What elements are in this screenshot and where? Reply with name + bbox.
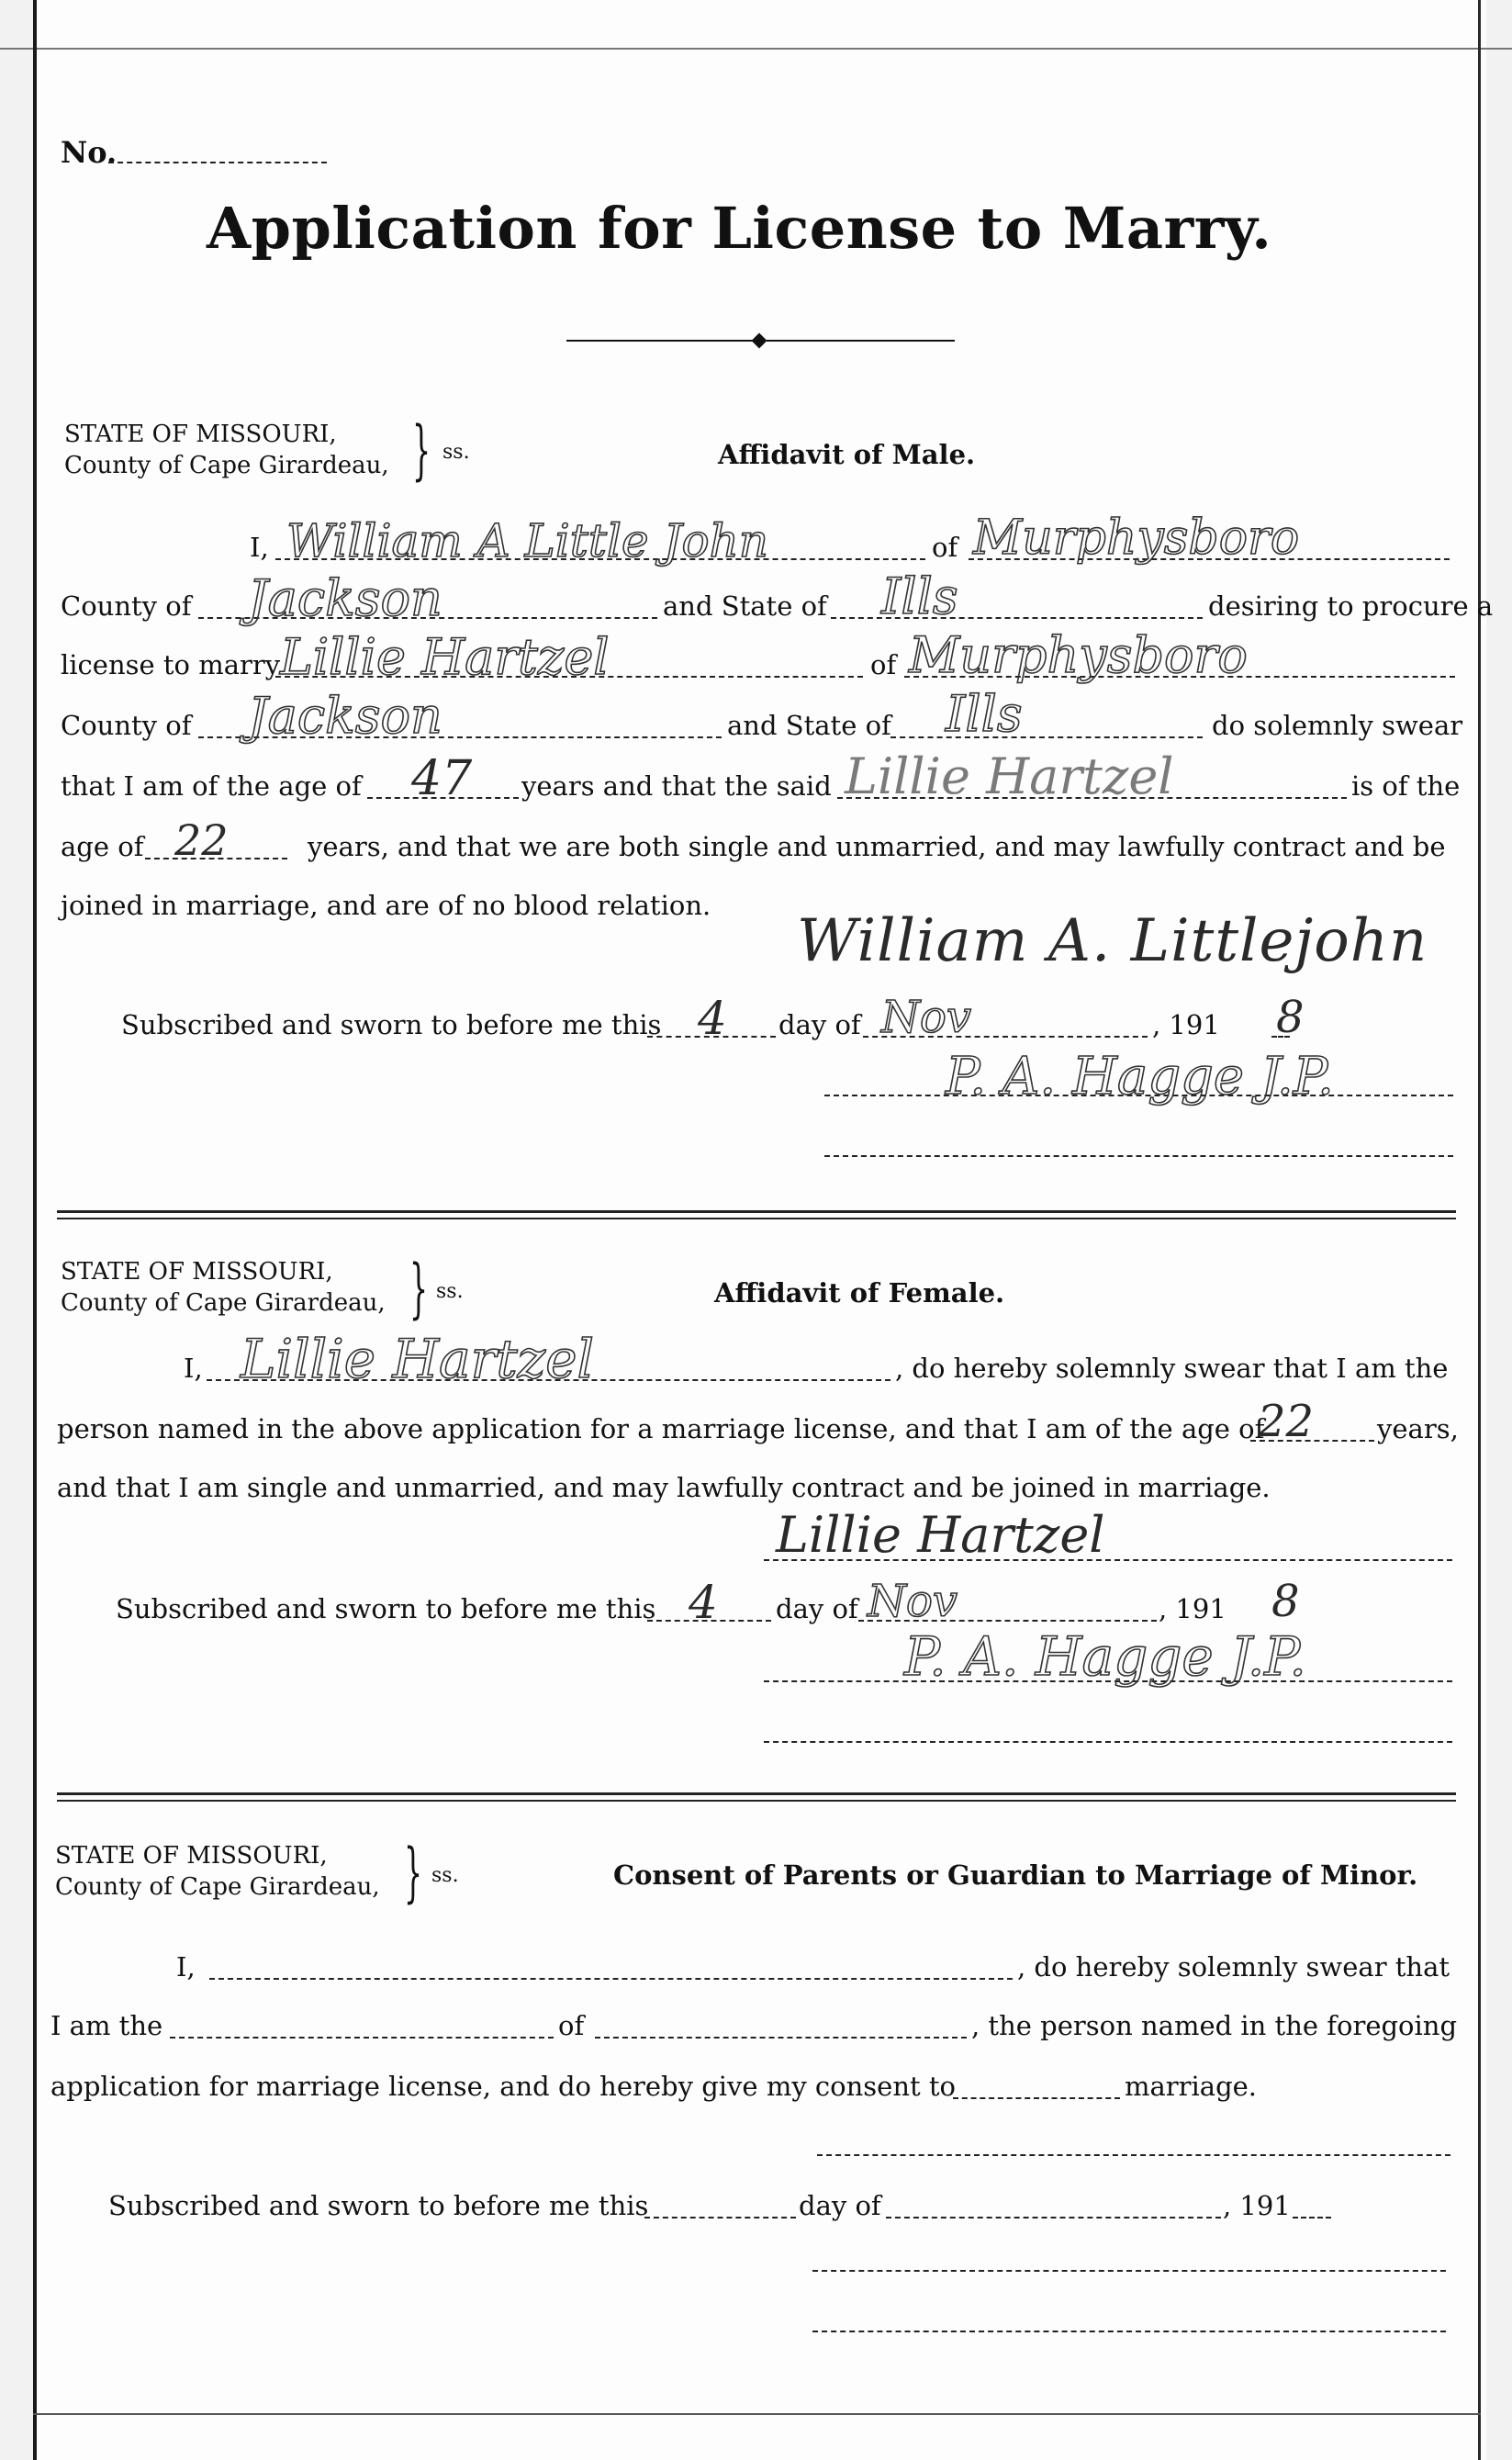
- consent-of: of: [558, 2010, 585, 2041]
- male-year-prefix: , 191: [1152, 1009, 1220, 1040]
- consent-relation-blank: [170, 2037, 554, 2039]
- ornament-line-right: [767, 340, 955, 342]
- male-desiring: desiring to procure a: [1208, 590, 1494, 622]
- consent-i-am-the: I am the: [50, 2010, 163, 2041]
- consent-heading: Consent of Parents or Guardian to Marriage of Minor.: [613, 1859, 1418, 1891]
- consent-signature-line: [817, 2154, 1450, 2156]
- female-hereby: , do hereby solemnly swear that I am the: [895, 1353, 1449, 1384]
- consent-subscribed: Subscribed and sworn to before me this: [108, 2190, 649, 2221]
- male-residence-value: Murphysboro: [973, 511, 1300, 566]
- page-title: Application for License to Marry.: [207, 195, 1272, 262]
- male-age-value: 47: [411, 751, 473, 806]
- section-divider-1a: [57, 1210, 1456, 1213]
- consent-day-blank: [644, 2217, 796, 2218]
- male-bride-residence-value: Murphysboro: [909, 626, 1248, 684]
- female-venue-county: County of Cape Girardeau,: [61, 1289, 386, 1317]
- male-state2-label: and State of: [727, 710, 891, 741]
- left-border: [33, 0, 37, 2460]
- male-day-value: 4: [698, 992, 727, 1045]
- section-divider-2b: [57, 1800, 1456, 1802]
- consent-party-blank: [953, 2097, 1120, 2099]
- male-day-of: day of: [778, 1009, 861, 1040]
- section-divider-1b: [57, 1218, 1456, 1219]
- male-signature: William A. Littlejohn: [797, 907, 1428, 975]
- male-joined: joined in marriage, and are of no blood relation.: [61, 890, 711, 921]
- female-name-value: Lillie Hartzel: [241, 1328, 595, 1390]
- consent-application: application for marriage license, and do hereby give my consent to: [50, 2071, 956, 2102]
- male-of2: of: [870, 649, 897, 680]
- consent-marriage: marriage.: [1125, 2071, 1258, 2102]
- female-subscribed: Subscribed and sworn to before me this: [116, 1593, 656, 1624]
- consent-venue-county: County of Cape Girardeau,: [55, 1873, 380, 1901]
- female-officer-line-2: [764, 1741, 1452, 1743]
- male-years-said: years and that the said: [521, 770, 832, 802]
- female-brace: }: [409, 1251, 429, 1326]
- male-bride-state-value: Ills: [946, 685, 1023, 743]
- male-i: I,: [250, 532, 269, 563]
- male-venue-state: STATE OF MISSOURI,: [64, 421, 337, 448]
- female-year-prefix: , 191: [1159, 1593, 1226, 1624]
- male-venue-county: County of Cape Girardeau,: [64, 452, 389, 479]
- male-bride-age-value: 22: [174, 815, 229, 865]
- male-bride-county-value: Jackson: [248, 687, 442, 745]
- female-age-value: 22: [1258, 1396, 1315, 1447]
- consent-officer-line: [812, 2270, 1446, 2272]
- male-name-value: William A Little John: [286, 514, 768, 567]
- male-officer-signature: P. A. Hagge J.P.: [946, 1047, 1334, 1106]
- female-signature: Lillie Hartzel: [776, 1506, 1105, 1564]
- male-bride-state-blank: [890, 736, 1203, 738]
- female-i: I,: [184, 1353, 203, 1384]
- consent-person-named: , the person named in the foregoing: [971, 2010, 1458, 2041]
- male-bride-value: Lillie Hartzel: [280, 628, 610, 686]
- male-age-label: that I am of the age of: [61, 770, 362, 802]
- bottom-border: [33, 2413, 1481, 2415]
- consent-month-blank: [886, 2217, 1221, 2218]
- female-ss: ss.: [436, 1280, 464, 1303]
- number-blank: [108, 162, 327, 163]
- female-officer-signature: P. A. Hagge J.P.: [904, 1625, 1306, 1688]
- consent-ss: ss.: [431, 1864, 459, 1887]
- female-signature-line: [764, 1559, 1452, 1561]
- consent-day-of: day of: [799, 2190, 881, 2221]
- male-of: of: [932, 532, 958, 563]
- male-year-blank: [1271, 1036, 1290, 1038]
- female-venue-state: STATE OF MISSOURI,: [61, 1258, 333, 1286]
- right-border: [1478, 0, 1481, 2460]
- male-month-value: Nov: [881, 992, 972, 1043]
- consent-venue-state: STATE OF MISSOURI,: [55, 1842, 328, 1870]
- female-heading: Affidavit of Female.: [714, 1277, 1005, 1309]
- male-is-of-the: is of the: [1351, 770, 1461, 802]
- male-officer-line-2: [824, 1155, 1453, 1157]
- consent-name-blank: [209, 1978, 1013, 1980]
- male-license-label: license to marry: [61, 649, 281, 680]
- ornament-dot: [752, 333, 767, 349]
- male-age2-label: age of: [61, 831, 144, 862]
- female-years: years,: [1377, 1413, 1459, 1444]
- male-subscribed: Subscribed and sworn to before me this: [121, 1009, 662, 1040]
- female-day-value: 4: [689, 1576, 718, 1629]
- male-county-label: County of: [61, 590, 192, 622]
- male-said-value: Lillie Hartzel: [845, 747, 1174, 805]
- male-state-value: Ills: [881, 567, 958, 625]
- consent-officer-line-2: [812, 2331, 1446, 2332]
- consent-minor-blank: [595, 2037, 967, 2039]
- female-single: and that I am single and unmarried, and may lawfully contract and be joined in marriage.: [57, 1472, 1271, 1503]
- female-day-of: day of: [776, 1593, 858, 1624]
- male-ss: ss.: [442, 441, 470, 464]
- male-brace: }: [412, 412, 431, 488]
- consent-year: , 191: [1223, 2190, 1291, 2221]
- male-do-swear: do solemnly swear: [1212, 710, 1463, 741]
- female-person-named: person named in the above application for a marriage license, and that I am of the age of: [57, 1413, 1265, 1444]
- consent-brace: }: [404, 1835, 423, 1910]
- male-county-value: Jackson: [248, 569, 442, 627]
- male-years-single: years, and that we are both single and unmarried, and may lawfully contract and be: [308, 831, 1446, 862]
- female-year-digit: 8: [1271, 1576, 1300, 1627]
- male-heading: Affidavit of Male.: [718, 439, 976, 470]
- consent-year-blank: [1293, 2217, 1331, 2218]
- consent-hereby: , do hereby solemnly swear that: [1017, 1951, 1450, 1983]
- male-year-digit: 8: [1276, 992, 1305, 1043]
- section-divider-2a: [57, 1792, 1456, 1795]
- male-county2-label: County of: [61, 710, 192, 741]
- top-border: [0, 48, 1512, 50]
- ornament-line-left: [566, 340, 755, 342]
- female-month-value: Nov: [868, 1576, 958, 1627]
- male-state-label: and State of: [663, 590, 827, 622]
- consent-i: I,: [176, 1951, 196, 1983]
- number-label: No.: [61, 135, 118, 170]
